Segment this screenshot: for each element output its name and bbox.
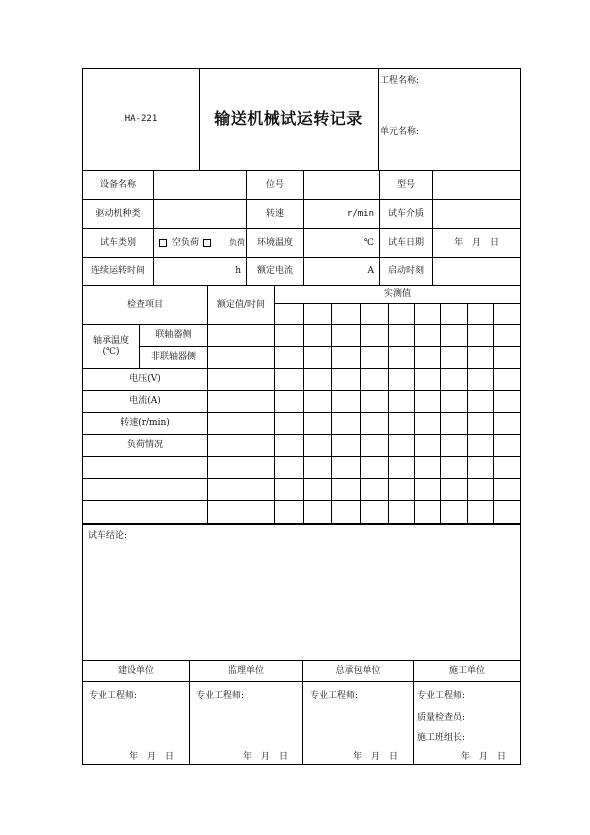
test-medium-field[interactable] <box>433 200 520 228</box>
divider <box>83 412 520 413</box>
divider <box>360 303 361 523</box>
divider <box>83 456 520 457</box>
position-label: 位号 <box>265 179 284 190</box>
contractor-unit-header: 总承包单位 <box>335 665 381 676</box>
measured-header: 实测值 <box>383 289 411 300</box>
divider <box>83 324 520 325</box>
rated-time-header: 额定值/时间 <box>216 299 266 310</box>
divider <box>207 285 208 523</box>
coupling-side-label: 联轴器侧 <box>155 330 192 341</box>
divider <box>303 170 304 285</box>
test-category-label: 试车类别 <box>99 237 136 248</box>
ambient-temp-label: 环境温度 <box>256 237 293 248</box>
model-label: 型号 <box>396 179 415 190</box>
load-option[interactable] <box>203 239 216 247</box>
supervision-date: 年 月 日 <box>243 752 289 762</box>
equipment-name-label: 设备名称 <box>99 179 136 190</box>
bearing-temp-label: 轴承温度(℃) <box>92 336 129 357</box>
form-code: HA-221 <box>124 114 158 125</box>
divider <box>83 478 520 479</box>
divider <box>432 170 433 285</box>
voltage-label: 电压(V) <box>129 374 161 385</box>
divider <box>440 303 441 523</box>
divider <box>83 257 520 258</box>
start-time-field[interactable] <box>433 258 520 285</box>
divider <box>275 303 520 304</box>
speed-label: 转速 <box>265 208 284 219</box>
current-label: 电流(A) <box>129 396 161 407</box>
supervision-engineer-label: 专业工程师: <box>196 691 245 701</box>
drive-type-field[interactable] <box>154 200 246 228</box>
supervision-signature-field[interactable] <box>190 682 302 744</box>
construction-date: 年 月 日 <box>461 752 507 762</box>
form-title: 输送机械试运转记录 <box>214 109 363 129</box>
divider <box>83 434 520 435</box>
contractor-date: 年 月 日 <box>353 752 399 762</box>
divider <box>414 303 415 523</box>
construction-signature-field[interactable] <box>414 682 520 744</box>
divider <box>153 170 154 285</box>
test-run-record-form <box>82 68 521 765</box>
no-load-option[interactable] <box>159 238 199 248</box>
divider <box>378 69 379 170</box>
supervision-unit-header: 监理单位 <box>227 665 264 676</box>
divider <box>246 170 247 285</box>
unit-name-label: 单元名称: <box>380 127 420 137</box>
divider <box>199 69 200 170</box>
temp-unit[interactable]: ℃ <box>363 237 374 248</box>
conclusion-label: 试车结论: <box>88 531 128 541</box>
non-coupling-side-label: 非联轴器侧 <box>150 352 196 363</box>
load-checkbox[interactable] <box>203 239 211 247</box>
divider <box>83 368 520 369</box>
owner-date: 年 月 日 <box>129 752 175 762</box>
divider <box>83 500 520 501</box>
divider <box>139 324 140 368</box>
conclusion-field[interactable] <box>83 525 520 659</box>
position-field[interactable] <box>304 171 379 199</box>
load-status-label: 负荷情况 <box>126 440 163 451</box>
load-label: 负荷 <box>229 237 245 247</box>
divider <box>83 199 520 200</box>
construction-unit-header: 施工单位 <box>448 665 485 676</box>
divider <box>274 285 275 523</box>
divider <box>139 346 520 347</box>
construction-engineer-label: 专业工程师: <box>417 691 466 701</box>
divider <box>467 303 468 523</box>
test-date-label: 试车日期 <box>387 237 424 248</box>
continuous-time-label: 连续运转时间 <box>90 266 145 277</box>
quality-inspector-label: 质量检查员: <box>417 713 466 723</box>
hour-unit[interactable]: h <box>235 266 241 277</box>
divider <box>83 228 520 229</box>
contractor-engineer-label: 专业工程师: <box>310 691 359 701</box>
team-leader-label: 施工班组长: <box>417 733 466 743</box>
test-medium-label: 试车介质 <box>387 208 424 219</box>
divider <box>493 303 494 523</box>
equipment-name-field[interactable] <box>154 171 246 199</box>
project-name-label: 工程名称: <box>380 76 420 86</box>
rated-current-label: 额定电流 <box>256 266 293 277</box>
divider <box>303 303 304 523</box>
model-field[interactable] <box>433 171 520 199</box>
owner-engineer-label: 专业工程师: <box>89 691 138 701</box>
owner-signature-field[interactable] <box>83 682 189 744</box>
current-unit[interactable]: A <box>367 266 374 277</box>
drive-type-label: 驱动机种类 <box>95 208 141 219</box>
contractor-signature-field[interactable] <box>303 682 413 744</box>
rpm-label: 转速(r/min) <box>120 418 170 429</box>
start-time-label: 启动时刻 <box>387 266 424 277</box>
divider <box>331 303 332 523</box>
test-date-field[interactable]: 年 月 日 <box>453 237 499 248</box>
divider <box>83 390 520 391</box>
owner-unit-header: 建设单位 <box>117 665 154 676</box>
no-load-checkbox[interactable] <box>159 239 167 247</box>
check-item-header: 检查项目 <box>126 299 163 310</box>
divider <box>379 170 380 285</box>
no-load-label: 空负荷 <box>172 237 200 248</box>
speed-unit[interactable]: r/min <box>346 208 374 219</box>
divider <box>388 303 389 523</box>
